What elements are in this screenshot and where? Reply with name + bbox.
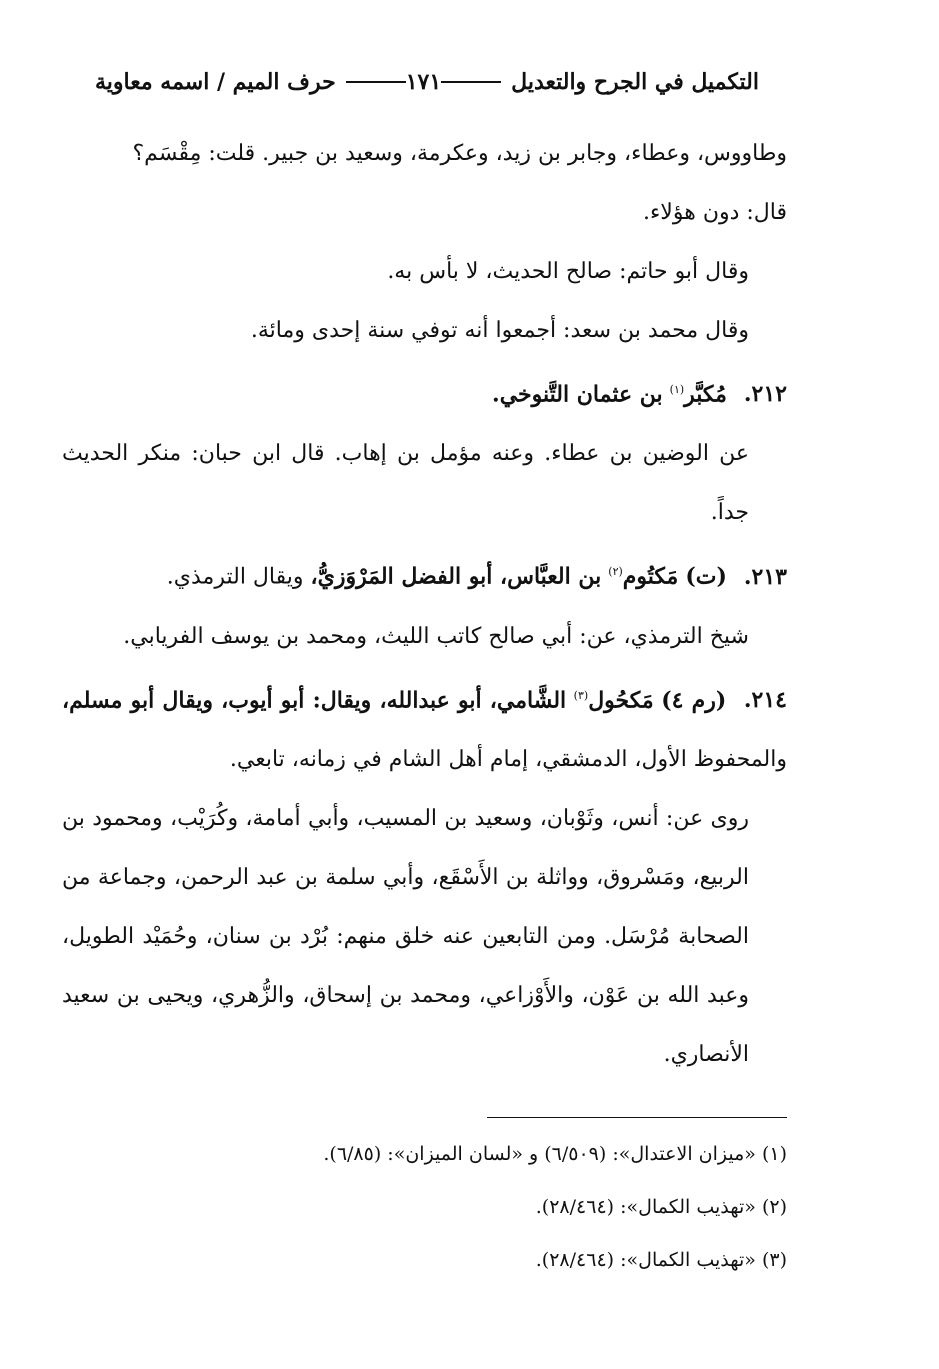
running-header [94,62,759,102]
entry-212-name: مُكبَّر [684,381,727,408]
entry-213-tail: ويقال الترمذي. [166,564,304,590]
footnotes [120,1128,787,1287]
entry-213-sigla: (ت) [685,563,727,590]
entry-213-name: مَكتُوم [622,563,679,590]
footnote-2: (٢) «تهذيب الكمال»: (٢٨/٤٦٤). [535,1196,787,1218]
entry-214-number: ٢١٤. [743,686,787,713]
footnote-divider [487,1117,787,1118]
paragraph-ibn-saad: وقال محمد بن سعد: أجمعوا أنه توفي سنة إحدى ومائة. [250,318,749,343]
entry-214-heading [62,666,787,789]
entry-213-footnote-ref[interactable]: (٢) [608,565,623,579]
footnote-3: (٣) «تهذيب الكمال»: (٢٨/٤٦٤). [535,1249,787,1271]
entry-212-text: عن الوضين بن عطاء. وعنه مؤمل بن إهاب. قال ابن حبان: منكر الحديث جداً. [62,441,749,526]
entry-214-name: مَكحُول [588,686,654,713]
paragraph-continued-line2: قال: دون هؤلاء. [642,200,787,225]
entry-213-name-rest: بن العبَّاس، أبو الفضل المَرْوَزيُّ، [310,563,602,590]
entry-214-footnote-ref[interactable]: (٣) [573,688,589,702]
paragraph-continued-line1: وطاووس، وعطاء، وجابر بن زيد، وعكرمة، وسعيد بن جبير. قلت: مِقْسَم؟ [132,141,787,166]
entry-214-sigla: (رم ٤) [661,686,727,713]
entry-213-heading [62,542,787,606]
entry-214-text: روى عن: أنس، وثَوْبان، وسعيد بن المسيب، وأبي أمامة، وكُرَيْب، ومحمود بن الربيع، ومَسْروق، وواثلة بن الأَسْقَع، وأبي سلمة بن عبد الرحمن، وجماعة من الصحابة مُرْسَل. ومن التابعين عنه خلق منهم: بُرْد بن سنان، وحُمَيْد الطويل، وعبد الله بن عَوْن، والأَوْزاعي، ومحمد بن إسحاق، والزُّهري، ويحيى بن سعيد الأنصاري. [62,805,749,1067]
paragraph-abu-hatim: وقال أبو حاتم: صالح الحديث، لا بأس به. [387,259,749,284]
entry-212-footnote-ref[interactable]: (١) [669,383,685,396]
header-section-title: حرف الميم / اسمه معاوية [94,69,336,95]
entry-212-heading [62,360,787,424]
entry-212-name-rest: بن عثمان التَّنوخي. [492,381,663,408]
entry-213-number: ٢١٣. [743,563,787,590]
header-book-title-group [441,69,759,95]
entry-214-name-rest: الشَّامي، أبو عبدالله، ويقال: أبو أيوب، ويقال أبو مسلم، [62,686,567,713]
header-dash-right [441,81,501,83]
entry-213-text: شيخ الترمذي، عن: أبي صالح كاتب الليث، ومحمد بن يوسف الفريابي. [123,623,749,649]
header-section-group [95,69,406,95]
entry-214-tail: والمحفوظ الأول، الدمشقي، إمام أهل الشام في زمانه، تابعي. [229,746,787,772]
entry-212-number: ٢١٢. [743,381,787,408]
footnote-1: (١) «ميزان الاعتدال»: (٦/٥٠٩) و «لسان الميزان»: (٦/٨٥). [323,1143,787,1165]
header-dash-left [346,81,406,83]
header-book-title: التكميل في الجرح والتعديل [511,69,759,95]
header-page-number: ١٧١ [405,69,442,95]
body-text [62,124,787,1084]
